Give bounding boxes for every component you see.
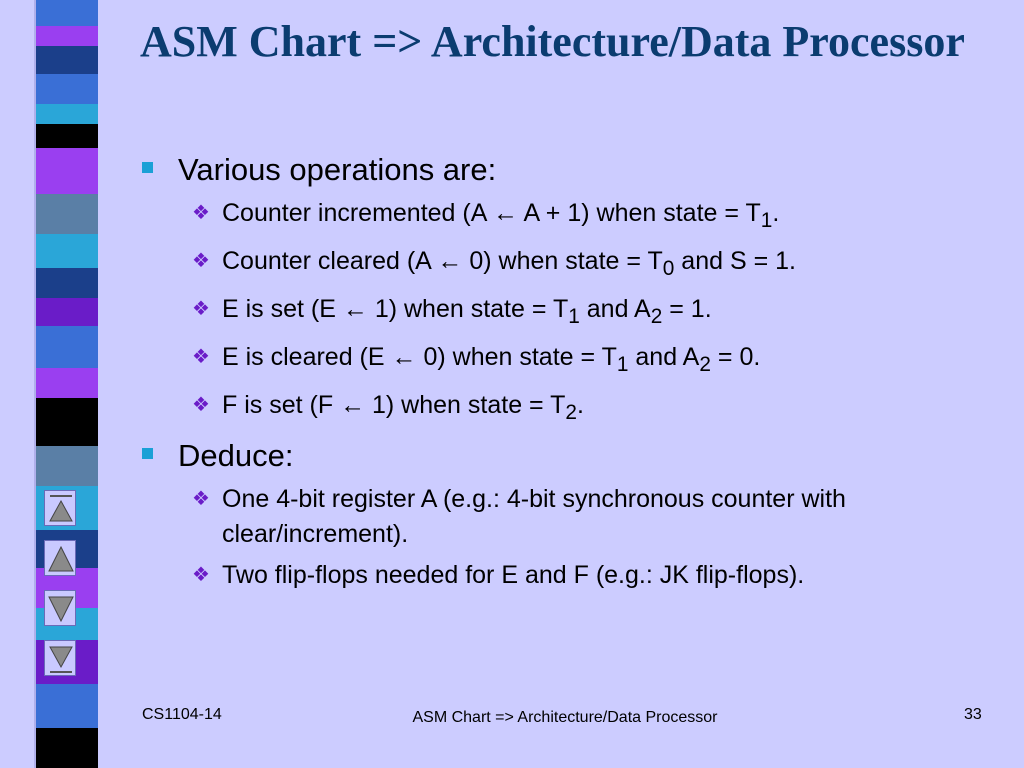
slide-number: 33 <box>964 706 982 723</box>
bullet-level2: ❖ Counter cleared (A ← 0) when state = $T_0$ and S = 1. <box>140 244 1000 286</box>
square-bullet-icon <box>142 162 153 173</box>
bullet-level2: ❖ One 4-bit register A (e.g.: 4-bit synchronous counter with clear/increment). <box>140 482 1000 552</box>
bullet-level2: ❖ Counter incremented (A ← A + 1) when state = $T_1$. <box>140 196 1000 238</box>
first-slide-icon <box>45 491 77 527</box>
last-slide-button[interactable] <box>44 640 76 676</box>
next-slide-icon <box>45 591 77 627</box>
bullet-level2: ❖ E is set (E ← 1) when state = $T_1$ and $A_2 = 1$. <box>140 292 1000 334</box>
diamond-bullet-icon: ❖ <box>192 564 210 586</box>
square-bullet-icon <box>142 448 153 459</box>
previous-slide-icon <box>45 541 77 577</box>
diamond-bullet-icon: ❖ <box>192 394 210 416</box>
bullet-level2: ❖ Two flip-flops needed for E and F (e.g.: JK flip-flops). <box>140 558 1000 593</box>
diamond-bullet-icon: ❖ <box>192 298 210 320</box>
slide-title: ASM Chart => Architecture/Data Processor <box>140 17 965 66</box>
diamond-bullet-icon: ❖ <box>192 202 210 224</box>
bullet-level2: ❖ E is cleared (E ← 0) when state = $T_1$ and $A_2 = 0$. <box>140 340 1000 382</box>
footer-title: ASM Chart => Architecture/Data Processor <box>412 709 718 726</box>
diamond-bullet-icon: ❖ <box>192 250 210 272</box>
footer-course-code: CS1104-14 <box>142 706 222 723</box>
last-slide-icon <box>45 641 77 677</box>
bullet-level2: ❖ F is set (F ← 1) when state = $T_2$. <box>140 388 1000 430</box>
diamond-bullet-icon: ❖ <box>192 346 210 368</box>
bullet-level1: Deduce: <box>140 436 1000 476</box>
next-slide-button[interactable] <box>44 590 76 626</box>
first-slide-button[interactable] <box>44 490 76 526</box>
previous-slide-button[interactable] <box>44 540 76 576</box>
slide-content <box>140 150 1000 599</box>
bullet-level1: Various operations are: <box>140 150 1000 190</box>
diamond-bullet-icon: ❖ <box>192 488 210 510</box>
